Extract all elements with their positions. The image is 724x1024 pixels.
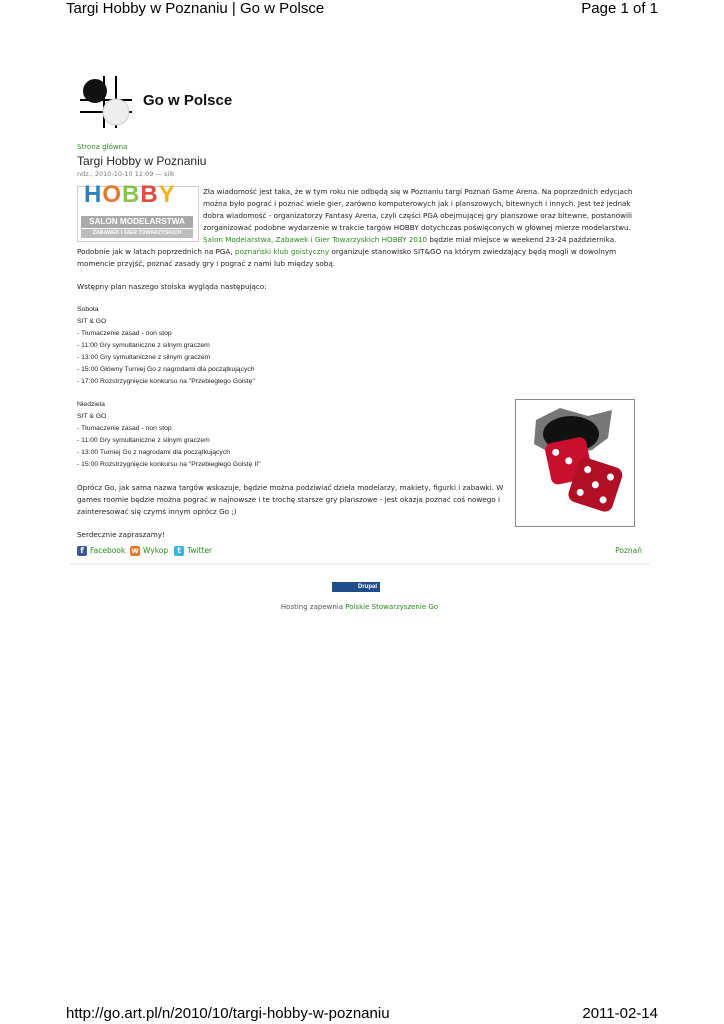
facebook-link[interactable]: Facebook — [90, 546, 126, 555]
paragraph-intro: Zła wiadomość jest taka, że w tym roku nie odbędą się w Poznaniu targi Poznań Game Arena. Na poprzednich edycjach można było pograć i poznać wiele gier, zarówno komputerowych jak i planszowych, bitewnych i innych. Jest też jednak dobra wiadomość - organizatorzy Fantasy Arena, czyli części PGA obejmującej gry planszowe oraz bitewne, postanowili zorganizować podobne wydarzenie w trakcie targów HOBBY dotychczas poświęconych w głównej mierze modelarstwu. — [203, 187, 633, 232]
share-links — [77, 544, 642, 558]
schedule-line: - 13:00 Turniej Go z nagrodami dla początkujących — [77, 449, 231, 456]
schedule-line: - 15:00 Główny Turniej Go z nagrodami dla początkujących — [77, 366, 255, 373]
twitter-link[interactable]: Twitter — [187, 546, 213, 555]
hobby-sub-label: ZABAWEK I GIER TOWARZYSKICH — [81, 229, 193, 238]
facebook-share[interactable] — [77, 546, 125, 556]
schedule-line: Sobota — [77, 306, 99, 313]
saturday-schedule — [77, 304, 642, 388]
page-title: Targi Hobby w Poznaniu — [77, 154, 207, 168]
wykop-icon: w — [131, 546, 139, 555]
hosting-info: Hosting zapewnia Polskie Stowarzyszenie Go — [280, 603, 439, 611]
hobby-logo-image — [77, 181, 199, 242]
go-stones-logo-icon — [78, 74, 134, 130]
wykop-share[interactable] — [130, 546, 168, 556]
breadcrumb-home-link[interactable]: Strona główna — [77, 143, 128, 151]
poznan-club-link[interactable]: poznański klub goistyczny — [234, 247, 330, 256]
schedule-line: SIT & GO — [77, 318, 107, 325]
schedule-line: - 11:00 Gry symultaniczne z silnym graczem — [77, 342, 210, 349]
main-content — [77, 143, 642, 611]
red-dice-icon — [516, 400, 634, 526]
hobby-2010-link[interactable]: Salon Modelarstwa, Zabawek i Gier Towarzyskich HOBBY 2010 — [203, 235, 428, 244]
print-header — [0, 0, 724, 22]
drupal-badge[interactable]: Drupal — [332, 582, 380, 592]
print-url: http://go.art.pl/n/2010/10/targi-hobby-w-poznaniu — [66, 1005, 390, 1022]
schedule-line: Niedziela — [77, 401, 105, 408]
schedule-line: - Tłumaczenie zasad - non stop — [77, 425, 172, 432]
tag-poznan-link[interactable]: Poznań — [615, 546, 642, 555]
submitted-info: ndz., 2010-10-10 12:09 — silk — [77, 170, 175, 178]
breadcrumb — [77, 143, 642, 153]
print-footer — [0, 1002, 724, 1024]
twitter-icon: t — [174, 546, 184, 556]
site-title[interactable]: Go w Polsce — [143, 92, 233, 109]
hobby-word: HOBBY — [84, 181, 176, 208]
dice-image — [515, 399, 635, 527]
paragraph-plan: Wstępny plan naszego stoiska wygląda następująco: — [77, 282, 267, 291]
wykop-link[interactable]: Wykop — [143, 546, 169, 555]
schedule-line: - Tłumaczenie zasad - non stop — [77, 330, 172, 337]
paragraph-invite: Serdecznie zapraszamy! — [77, 530, 165, 539]
schedule-line: SIT & GO — [77, 413, 107, 420]
schedule-line: - 11:00 Gry symultaniczne z silnym graczem — [77, 437, 210, 444]
print-page-number: Page 1 of 1 — [581, 0, 658, 17]
print-date: 2011-02-14 — [582, 1005, 658, 1022]
paragraph-event: Salon Modelarstwa, Zabawek i Gier Towarzyskich HOBBY 2010 będzie miał miejsce w weekend 23-24 października. Podobnie jak w latach poprzednich na PGA, poznański klub goistyczny organizuje stanowisko SIT&GO na którym zwiedzający będą mogli w dowolnym momencie przyjść, poznać zasady gry i pograć z nami lub między sobą. — [77, 235, 617, 268]
facebook-icon: f — [77, 546, 87, 556]
site-logo[interactable] — [78, 74, 134, 130]
hobby-salon-label: SALON MODELARSTWA — [81, 216, 193, 228]
twitter-share[interactable] — [174, 546, 212, 556]
schedule-line: - 17:00 Rozstrzygnięcie konkursu na "Przebiegłego Goistę" — [77, 378, 255, 385]
print-page-title: Targi Hobby w Poznaniu | Go w Polsce — [66, 0, 325, 17]
psg-link[interactable]: Polskie Stowarzyszenie Go — [345, 603, 439, 611]
schedule-line: - 13:00 Gry symultaniczne z silnym graczem — [77, 354, 211, 361]
divider — [69, 563, 649, 565]
schedule-line: - 15:00 Rozstrzygnięcie konkursu na "Przebiegłego Goistę II" — [77, 461, 261, 468]
paragraph-extra: Oprócz Go, jak sama nazwa targów wskazuje, będzie można podziwiać dzieła modelarzy, makiety, figurki i zabawki. W games roomie będzie można pograć w najnowsze i te trochę starsze gry planszowe - jest okazja poznać coś nowego i zainteresować się czymś innym oprócz Go ;) — [77, 483, 504, 516]
